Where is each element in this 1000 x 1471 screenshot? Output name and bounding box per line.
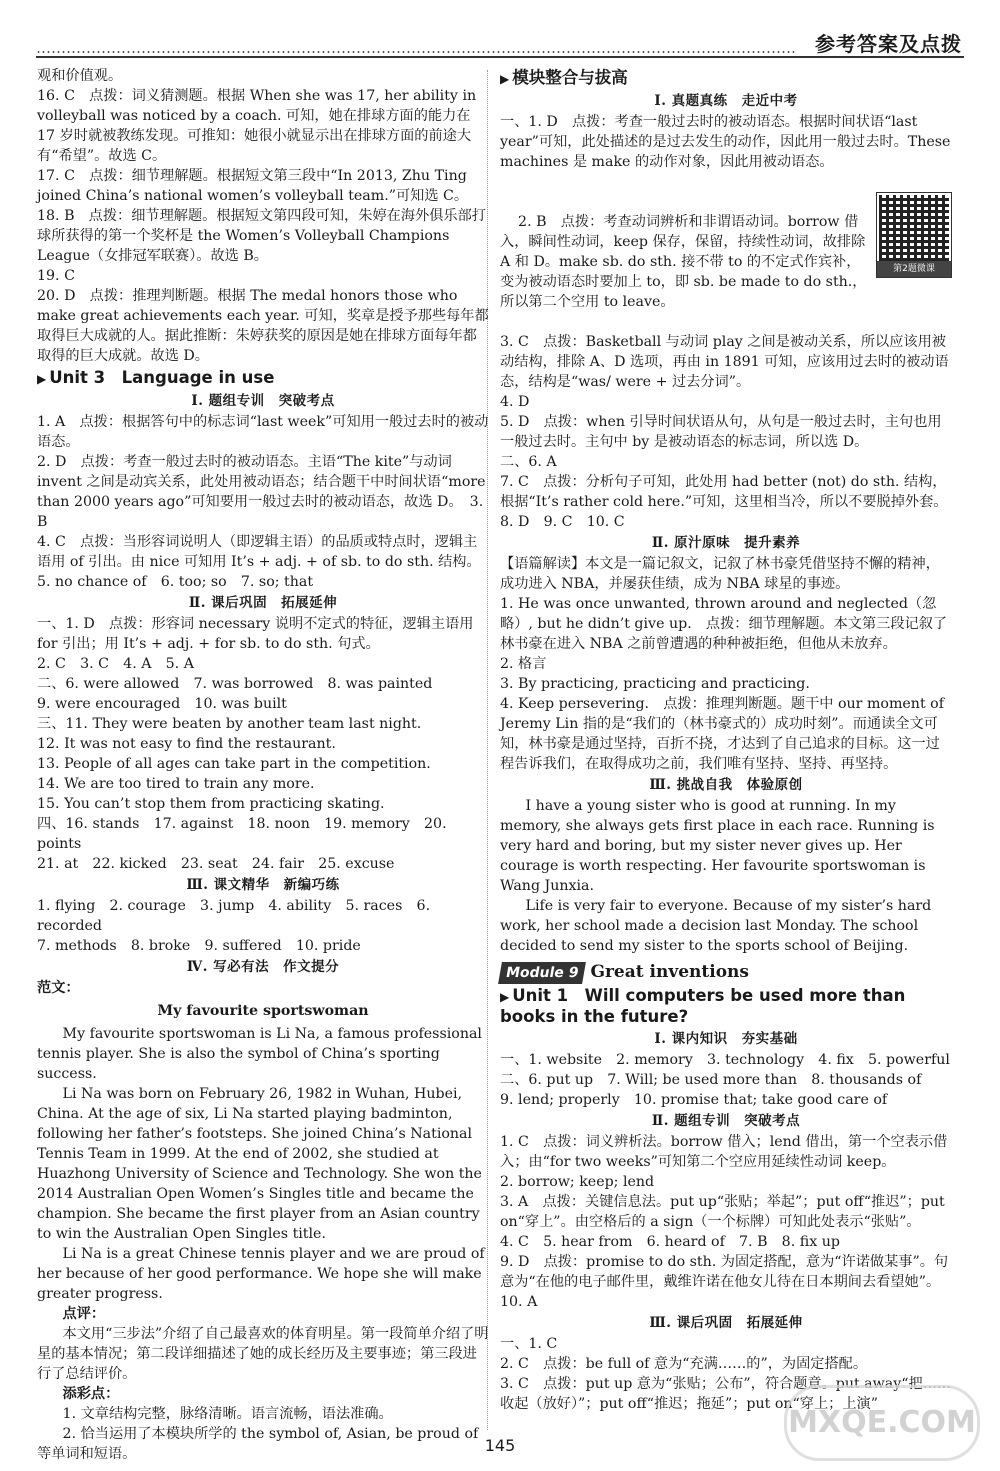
highlight-label: 添彩点： [62, 1386, 120, 1402]
original-paragraph-1: I have a young sister who is good at running. In my memory, she always gets first place in each race. Running is very hard and boring, but my sister never gives up. Her courage is worth respecting. Her favourite sportswoman is Wang Junxia. [500, 798, 940, 894]
answer-line: 2. C 点拨：be full of 意为“充满……的”，为固定搭配。 [500, 1356, 868, 1372]
essay-paragraph-1: My favourite sportswoman is Li Na, a famous professional tennis player. She is also the symbol of China’s sporting success. [37, 1026, 487, 1082]
answer-line: 21. at 22. kicked 23. seat 24. fair 25. excuse [37, 856, 395, 872]
comment-label: 点评： [62, 1306, 106, 1322]
answer-line: 9. lend; properly 10. promise that; take good care of [500, 1092, 888, 1108]
answer-line: 二、6. put up 7. Will; be used more than 8. thousands of [500, 1072, 922, 1088]
answer-17: 17. C 点拨：细节理解题。根据短文第三段中“In 2013, Zhu Ting joined China’s national women’s volleyball team.”可知选 C。 [37, 168, 472, 204]
left-column [37, 66, 489, 1464]
unit-1-heading: ▶ Unit 1 Will computers be used more than books in the future? [500, 986, 906, 1026]
answer-line: 一、1. website 2. memory 3. technology 4. fix 5. powerful [500, 1052, 950, 1068]
module-integration-heading: ▶ 模块整合与拔高 [500, 68, 628, 87]
qr-caption: 第2题微课 [877, 261, 951, 277]
header-dotted-line [36, 50, 796, 54]
answer-line: 14. We are too tired to train any more. [37, 776, 315, 792]
model-essay-label: 范文： [37, 980, 80, 996]
answer-line: 一、1. D 点拨：形容词 necessary 说明不定式的特征，逻辑主语用 for 引出；用 It’s + adj. + for sb. to do sth. 句式。 [37, 616, 478, 652]
answer-line: 7. methods 8. broke 9. suffered 10. pride [37, 938, 361, 954]
answer-line: 4. D [500, 394, 530, 410]
text-line: 观和价值观。 [37, 68, 123, 84]
answer-line: 2. 格言 [500, 656, 547, 672]
triangle-arrow-icon: ▶ [37, 372, 47, 386]
triangle-arrow-icon: ▶ [500, 72, 510, 86]
answer-line: 1. C 点拨：词义辨析法。borrow 借入；lend 借出，第一个空表示借入；由“for two weeks”可知第二个空应用延续性动词 keep。 [500, 1134, 948, 1170]
answer-line: 9. were encouraged 10. was built [37, 696, 287, 712]
section-heading-2: Ⅱ. 课后巩固 拓展延伸 [188, 595, 338, 611]
essay-paragraph-2: Li Na was born on February 26, 1982 in Wuhan, Hubei, China. At the age of six, Li Na started playing badminton, following her father’s footsteps. She joined China’s National Tennis Team in 1999. At the end of 2002, she studied at Huazhong University of Science and Technology. She won the 2014 Australian Open Women’s Singles title and became the champion. She became the first player from an Asian country to win the Australian Open Singles title. [37, 1086, 487, 1242]
answer-line [500, 172, 952, 332]
answer-line: 四、16. stands 17. against 18. noon 19. memory 20. points [37, 816, 452, 852]
page-number: 145 [484, 1436, 516, 1455]
passage-summary: 【语篇解读】本文是一篇记叙文，记叙了林书豪凭借坚持不懈的精神，成功进入 NBA，并屡获佳绩，成为 NBA 球星的事迹。 [500, 556, 940, 592]
page-header-title: 参考答案及点拨 [815, 32, 962, 56]
answer-line: 3. C 点拨：put up 意为“张贴；公布”，符合题意。put away“把……收起（放好）”；put off“推迟；拖延”；put on“穿上；上演” [500, 1376, 952, 1412]
answer-line: 9. D 点拨：promise to do sth. 为固定搭配，意为“许诺做某事”。句意为“在他的电子邮件里，戴维许诺在他女儿待在日本期间去看望她”。 10. A [500, 1254, 949, 1310]
section-heading-2: Ⅱ. 原汁原味 提升素养 [651, 535, 801, 551]
answer-20: 20. D 点拨：推理判断题。根据 The medal honors those who make great achievements each year. 可知，奖章是授予那些每年都取得巨大成就的人。据此推断：朱婷获奖的原因是她在排球方面每年都取得的巨大成就。故选 D。 [37, 288, 489, 364]
section-heading-3: Ⅲ. 课文精华 新编巧练 [186, 877, 340, 893]
answer-line: 一、1. D 点拨：考查一般过去时的被动语态。根据时间状语“last year”可知，此处描述的是过去发生的动作，因此用一般过去时。These machines 是 make 的动作对象，因此用被动语态。 [500, 114, 955, 170]
answer-line: 4. C 5. hear from 6. heard of 7. B 8. fix up [500, 1234, 840, 1250]
section-heading-m3: Ⅲ. 课后巩固 拓展延伸 [649, 1315, 803, 1331]
section-heading-m2: Ⅱ. 题组专训 突破考点 [651, 1113, 801, 1129]
section-heading-3: Ⅲ. 挑战自我 体验原创 [649, 777, 803, 793]
answer-line: 1. A 点拨：根据答句中的标志词“last week”可知用一般过去时的被动语态。 [37, 414, 489, 450]
answer-line: 3. A 点拨：关键信息法。put up“张贴；举起”；put off“推迟”；put on“穿上”。由空格后的 a sign（一个标牌）可知此处表示“张贴”。 [500, 1194, 950, 1230]
comment-text: 本文用“三步法”介绍了自己最喜欢的体育明星。第一段简单介绍了明星的基本情况；第二段详细描述了她的成长经历及主要事迹；第三段进行了总结评价。 [37, 1326, 489, 1382]
qr-code-image[interactable] [876, 192, 952, 278]
answer-line: 2. C 3. C 4. A 5. A [37, 656, 194, 672]
right-column [500, 66, 955, 1414]
module-title: Great inventions [590, 962, 749, 982]
answer-line: 13. People of all ages can take part in the competition. [37, 756, 431, 772]
answer-19: 19. C [37, 268, 75, 284]
original-paragraph-2: Life is very fair to everyone. Because of my sister’s hard work, her school made a decision last Monday. The school decided to send my sister to the sports school of Beijing. [500, 898, 936, 954]
essay-title: My favourite sportswoman [157, 1003, 369, 1019]
answer-line: 2. D 点拨：考查一般过去时的被动语态。主语“The kite”与动词 invent 之间是动宾关系，此处用被动语态；结合题干中时间状语“more than 2000 years ago”可知要用一般过去时的被动语态，故选 D。 3. B [37, 454, 491, 530]
answer-line: 二、6. A [500, 454, 557, 470]
answer-line: 三、11. They were beaten by another team last night. [37, 716, 422, 732]
answer-2-text: 2. B 点拨：考查动词辨析和非谓语动词。borrow 借入，瞬间性动词，keep 保存，保留，持续性动词，故排除 A 和 D。make sb. do sth. 接不带 to 的不定式作宾补，变为被动语态时要加上 to，即 sb. be made to do sth.，所以第二个空用 to leave。 [500, 214, 870, 310]
answer-line: 4. C 点拨：当形容词说明人（即逻辑主语）的品质或特点时，逻辑主语用 of 引出。由 nice 可知用 It’s + adj. + of sb. to do sth. 结构。 5. no chance of 6. too; so 7. so; that [37, 534, 488, 590]
answer-line: 1. flying 2. courage 3. jump 4. ability 5. races 6. recorded [37, 898, 435, 934]
highlight-1: 1. 文章结构完整，脉络清晰。语言流畅，语法准确。 [62, 1406, 393, 1422]
module-heading [500, 962, 952, 984]
highlight-2: 2. 恰当运用了本模块所学的 the symbol of, Asian, be proud of 等单词和短语。 [37, 1426, 483, 1462]
answer-line: 7. C 点拨：分析句子可知，此处用 had better (not) do sth. 结构，根据“It’s rather cold here.”可知，这里相当冷，所以不要脱掉外套。 8. D 9. C 10. C [500, 474, 955, 530]
triangle-arrow-icon: ▶ [500, 990, 510, 1004]
answer-line: 2. borrow; keep; lend [500, 1174, 655, 1190]
unit-3-heading: ▶ Unit 3 Language in use [37, 368, 275, 387]
section-heading-1: Ⅰ. 真题真练 走近中考 [654, 93, 798, 109]
answer-line: 一、1. C [500, 1336, 558, 1352]
answer-line: 1. He was once unwanted, thrown around and neglected（忽略）, but he didn’t give up. 点拨：细节理解题。本文第三段记叙了林书豪在进入 NBA 之前曾遭遇的种种被拒绝，但他从未放弃。 [500, 596, 948, 652]
answer-line: 3. C 点拨：Basketball 与动词 play 之间是被动关系，所以应该用被动结构，排除 A、D 选项，再由 in 1891 可知，应该用过去时的被动语态，结构是“was/ were + 过去分词”。 [500, 334, 949, 390]
answer-line: 15. You can’t stop them from practicing skating. [37, 796, 385, 812]
section-heading-m1: Ⅰ. 课内知识 夯实基础 [654, 1031, 798, 1047]
answer-line: 5. D 点拨：when 引导时间状语从句，从句是一般过去时，主句也用一般过去时。主句中 by 是被动语态的标志词，所以选 D。 [500, 414, 942, 450]
module-badge: Module 9 [498, 962, 586, 984]
answer-line: 二、6. were allowed 7. was borrowed 8. was painted [37, 676, 433, 692]
section-heading-1: Ⅰ. 题组专训 突破考点 [191, 393, 335, 409]
answer-line: 3. By practicing, practicing and practicing. [500, 676, 810, 692]
section-heading-4: Ⅳ. 写必有法 作文提分 [186, 959, 340, 975]
answer-line: 4. Keep persevering. 点拨：推理判断题。题干中 our moment of Jeremy Lin 指的是“我们的（林书豪式的）成功时刻”。而通读全文可知，林书豪是通过坚持，百折不挠，才达到了自己追求的目标。这一过程告诉我们，在取得成功之前，我们唯有坚持、坚持、再坚持。 [500, 696, 949, 772]
essay-paragraph-3: Li Na is a great Chinese tennis player and we are proud of her because of her good performance. We hope she will make greater progress. [37, 1246, 490, 1302]
answer-16: 16. C 点拨：词义猜测题。根据 When she was 17, her ability in volleyball was noticed by a coach. 可知，她在排球方面的能力在 17 岁时就被教练发现。可推知：她很小就显示出在排球方面的前途大有“希望”。故选 C。 [37, 88, 481, 164]
site-watermark-logo: MXQE.COM [784, 1385, 980, 1461]
answer-18: 18. B 点拨：细节理解题。根据短文第四段可知，朱婷在海外俱乐部打球所获得的第一个奖杯是 the Women’s Volleyball Champions League（女排冠军联赛）。故选 B。 [37, 208, 486, 264]
answer-line: 12. It was not easy to find the restaurant. [37, 736, 336, 752]
